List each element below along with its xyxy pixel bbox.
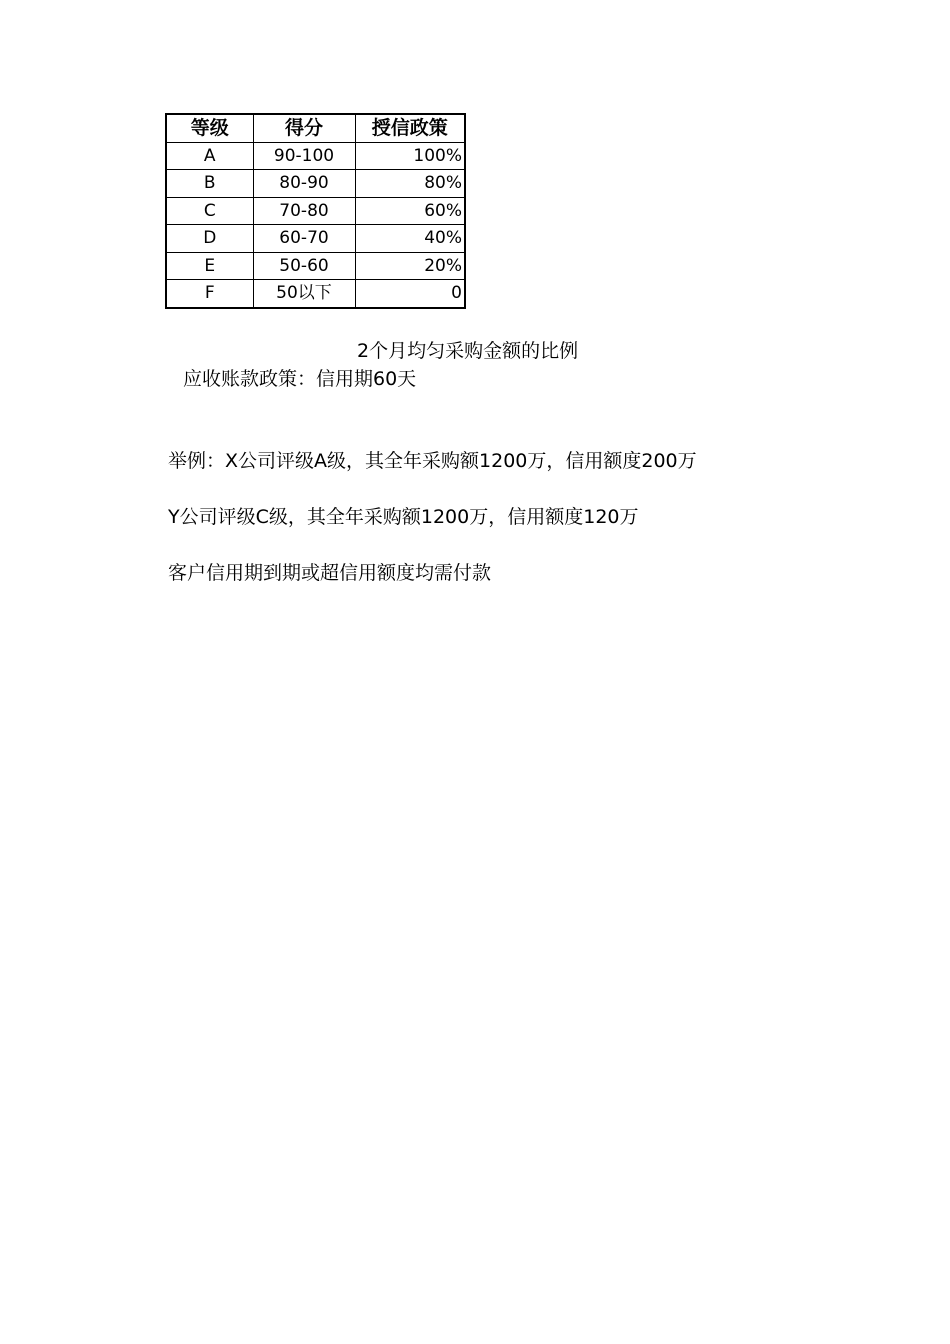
policy-cell: 100% [355,142,465,170]
grade-cell: B [166,170,253,198]
policy-cell: 40% [355,225,465,253]
credit-policy-table [165,113,466,309]
table-row [166,197,465,225]
header-grade: 等级 [166,114,253,142]
policy-cell: 60% [355,197,465,225]
policy-cell: 80% [355,170,465,198]
payment-rule-text: 客户信用期到期或超信用额度均需付款 [168,562,492,584]
table-row [166,170,465,198]
table-header-row [166,114,465,142]
grade-cell: A [166,142,253,170]
ar-policy-text: 应收账款政策：信用期60天 [183,368,417,390]
grade-cell: C [166,197,253,225]
header-policy: 授信政策 [355,114,465,142]
score-cell: 80-90 [253,170,355,198]
score-cell: 60-70 [253,225,355,253]
grade-cell: F [166,280,253,308]
score-cell: 70-80 [253,197,355,225]
policy-note: 2个月均匀采购金额的比例 [357,340,579,362]
table-row [166,142,465,170]
table-row [166,225,465,253]
header-score: 得分 [253,114,355,142]
table-row [166,252,465,280]
policy-cell: 0 [355,280,465,308]
example-x-text: 举例：X公司评级A级，其全年采购额1200万，信用额度200万 [168,450,697,472]
example-y-text: Y公司评级C级，其全年采购额1200万，信用额度120万 [168,506,639,528]
score-cell: 90-100 [253,142,355,170]
policy-cell: 20% [355,252,465,280]
score-cell: 50-60 [253,252,355,280]
score-cell: 50以下 [253,280,355,308]
grade-cell: D [166,225,253,253]
grade-cell: E [166,252,253,280]
table-row [166,280,465,308]
